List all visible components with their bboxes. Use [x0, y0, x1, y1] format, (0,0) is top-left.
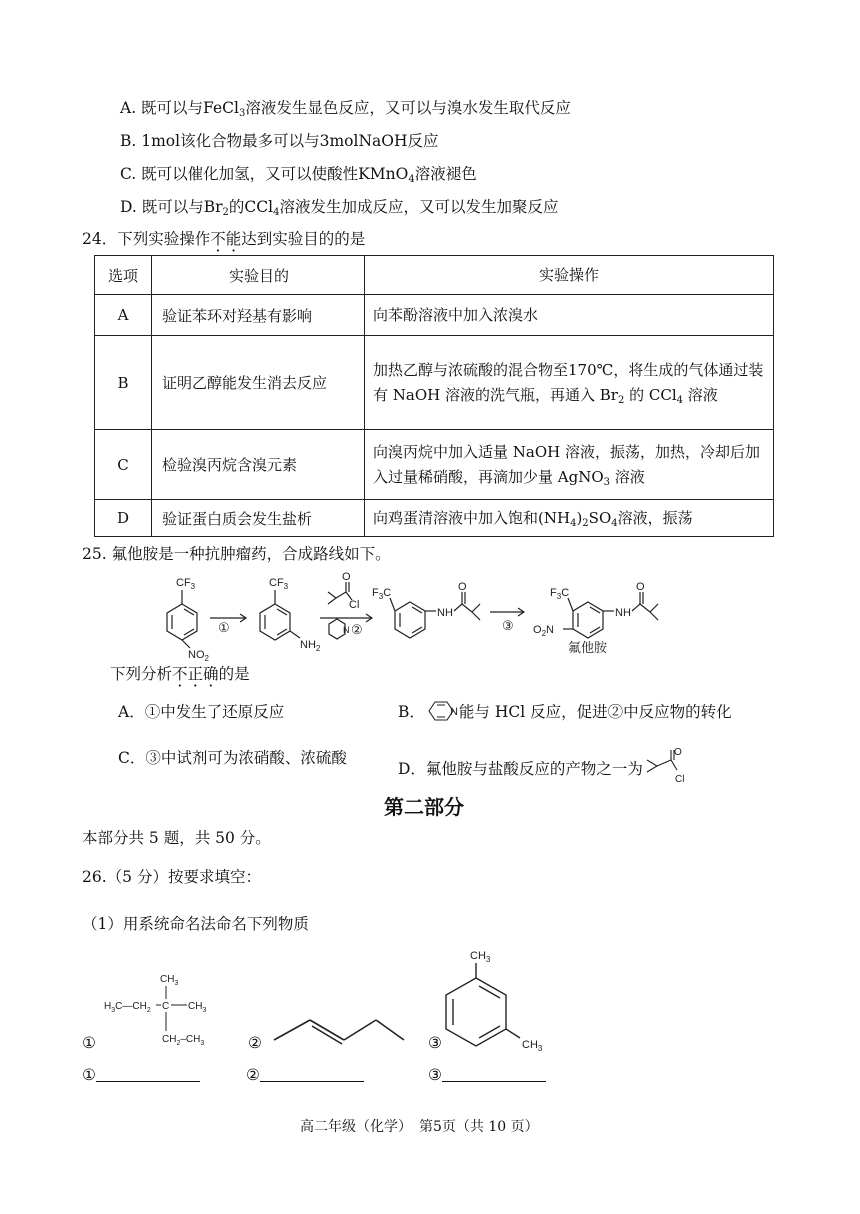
q25-stem: 25. 氟他胺是一种抗肿瘤药，合成路线如下。: [82, 545, 391, 563]
operation-text: 的 CCl: [624, 385, 677, 404]
answer-line-3: [428, 1066, 546, 1084]
answer-line-2: [246, 1066, 364, 1084]
table-cell-operation: [365, 430, 774, 500]
q25-option-a: A．①中发生了还原反应: [118, 703, 285, 721]
label: CH: [162, 1034, 177, 1045]
svg-text:CH3: [470, 950, 491, 964]
operation-text: ): [576, 508, 583, 527]
structure-label-2: ②: [248, 1034, 262, 1052]
subscript: 3: [238, 108, 246, 119]
subscript: 3: [537, 1044, 543, 1053]
q25-option-d-text: D．氟他胺与盐酸反应的产物之一为: [398, 760, 643, 778]
svg-text:CF3: [176, 577, 196, 591]
experiment-table: [94, 255, 774, 537]
subscript: 2: [222, 207, 229, 218]
table-row: [95, 295, 774, 336]
answer-line-1: [82, 1066, 200, 1084]
label-nh: NH: [437, 607, 453, 619]
svg-text:H3C—CH2: [104, 1001, 151, 1014]
product-name: 氟他胺: [568, 640, 608, 655]
q23-option-b-text: B. 1mol该化合物最多可以与3molNaOH反应: [120, 132, 439, 150]
structure-2: [270, 1008, 410, 1048]
q25-sub-stem-text: 下列分析: [110, 665, 173, 683]
table-cell-operation: [365, 500, 774, 537]
acyl-chloride-structure: [643, 746, 703, 788]
q23-option-d-text: D. 既可以与Br: [120, 198, 223, 216]
label-no2: NO: [188, 649, 205, 661]
subscript: 4: [570, 517, 577, 529]
q24-stem-text-2: 达到实验目的的是: [241, 230, 366, 248]
table-header-cell: 实验操作: [365, 256, 774, 295]
q23-option-a-text-2: 溶液发生显色反应，又可以与溴水发生取代反应: [245, 99, 571, 117]
q24-stem: [82, 227, 365, 249]
label-n: N: [343, 625, 350, 635]
label-ch3: CH: [522, 1039, 538, 1051]
step-1-label: ①: [218, 620, 230, 635]
table-cell-goal: 验证蛋白质会发生盐析: [152, 500, 365, 537]
part-intro: 本部分共 5 题，共 50 分。: [82, 829, 271, 847]
label-o2n-n: N: [546, 624, 554, 636]
q23-option-c-text: C. 既可以催化加氢，又可以使酸性KMnO: [120, 165, 409, 183]
table-cell-option: D: [95, 500, 152, 537]
q23-option-d: [120, 195, 558, 217]
structure-label-3: ③: [428, 1034, 442, 1052]
emphasis-char: 不: [210, 230, 226, 248]
q25-sub-stem-text-2: 的是: [218, 665, 250, 683]
operation-text: 加热乙醇与浓硫酸的混合物至170℃，将生成的气体通过装有 NaOH 溶液的洗气瓶，再通入 Br: [373, 360, 764, 404]
q25-option-d: [398, 746, 703, 788]
label: C: [162, 1001, 170, 1012]
svg-text:CH3: [522, 1039, 543, 1053]
label-nh: NH: [615, 607, 631, 619]
table-row: [95, 500, 774, 537]
label: C—CH: [115, 1001, 147, 1012]
operation-text: 溶液，振荡: [617, 508, 693, 527]
part-title: 第二部分: [384, 795, 464, 819]
label-n: N: [449, 706, 458, 718]
q23-option-d-text-3: 溶液发生加成反应，又可以发生加聚反应: [279, 198, 559, 216]
label: H: [104, 1001, 112, 1012]
subscript: 3: [556, 592, 562, 601]
q25-option-b-text: B．: [398, 703, 425, 721]
subscript: 3: [174, 980, 179, 987]
label-o: O: [342, 571, 351, 583]
label-cl: Cl: [674, 774, 685, 785]
label-ch3: CH: [470, 950, 486, 962]
subscript: 2: [176, 1040, 181, 1047]
operation-text: 向鸡蛋清溶液中加入饱和(NH: [373, 508, 571, 527]
subscript: 2: [617, 394, 625, 406]
subscript: 3: [603, 476, 611, 488]
emphasis-char: 正: [187, 665, 204, 683]
page-footer: 高二年级（化学） 第5页（共 10 页）: [300, 1119, 539, 1135]
answer-label: ②: [246, 1066, 260, 1084]
label: CH: [188, 1001, 203, 1012]
q25-option-b: [398, 700, 732, 722]
q23-option-d-text-2: 的CCl: [228, 198, 274, 216]
table-cell-option: B: [95, 336, 152, 430]
answer-blank[interactable]: [442, 1066, 546, 1082]
structure-label-1: ①: [82, 1034, 96, 1052]
label: –CH: [180, 1034, 201, 1045]
table-cell-option: C: [95, 430, 152, 500]
table-cell-goal: 证明乙醇能发生消去反应: [152, 336, 365, 430]
answer-label: ③: [428, 1066, 442, 1084]
operation-text: 溶液: [683, 385, 718, 404]
table-header-cell: 实验目的: [152, 256, 365, 295]
label-o: O: [636, 581, 645, 593]
table-cell-operation: 向苯酚溶液中加入浓溴水: [365, 295, 774, 336]
label-f3c: F: [550, 587, 557, 599]
subscript: 2: [315, 644, 321, 653]
label-cf3: CF: [269, 577, 284, 589]
answer-label: ①: [82, 1066, 96, 1084]
structure-1: [100, 970, 230, 1050]
subscript: 2: [146, 1007, 151, 1014]
label-o: O: [673, 747, 682, 758]
svg-text:F3C: [550, 587, 569, 601]
label: CH: [160, 974, 175, 985]
label-f3c-c: C: [383, 587, 392, 599]
q23-option-a-text: A. 既可以与FeCl: [120, 99, 239, 117]
svg-text:CH3: [188, 1001, 206, 1014]
emphasis-char: 不: [172, 665, 188, 683]
subscript: 3: [200, 1040, 205, 1047]
subscript: 4: [611, 517, 618, 529]
label-o: O: [458, 581, 467, 593]
subscript: 4: [273, 207, 280, 218]
emphasis-char: 能: [225, 230, 242, 248]
table-header-cell: 选项: [95, 256, 152, 295]
q23-option-c: [120, 162, 477, 184]
label-cl: Cl: [349, 599, 360, 611]
svg-text:O2N: [533, 624, 554, 638]
emphasis-char: 确: [203, 665, 219, 683]
label-cf3: CF: [176, 577, 191, 589]
label-nh2: NH: [300, 639, 316, 651]
q26-sub1: （1）用系统命名法命名下列物质: [82, 915, 309, 933]
subscript: 4: [676, 394, 683, 406]
step-2-label: ②: [351, 622, 363, 637]
synthesis-scheme: [140, 568, 680, 668]
subscript: 2: [582, 517, 589, 529]
table-row: [95, 430, 774, 500]
structure-3: [430, 945, 560, 1060]
svg-text:CH2–CH3: [162, 1034, 204, 1047]
label-f3c: F: [372, 587, 379, 599]
q25-sub-stem: [110, 662, 250, 684]
subscript: 3: [283, 582, 289, 591]
subscript: 3: [111, 1007, 116, 1014]
answer-blank[interactable]: [96, 1066, 200, 1082]
pyridine-structure: [425, 700, 459, 722]
table-cell-option: A: [95, 295, 152, 336]
step-3-label: ③: [502, 618, 514, 633]
svg-text:CH3: [160, 974, 178, 987]
q23-option-c-text-2: 溶液褪色: [414, 165, 477, 183]
q24-stem-text: 24．下列实验操作: [82, 230, 211, 248]
subscript: 4: [408, 174, 415, 185]
q25-option-c: C．③中试剂可为浓硝酸、浓硫酸: [118, 749, 347, 767]
label-f3c-c: C: [561, 587, 570, 599]
subscript: 3: [378, 592, 384, 601]
subscript: 3: [485, 955, 491, 964]
operation-text: 溶液: [610, 467, 645, 486]
table-row: [95, 336, 774, 430]
operation-text: SO: [588, 508, 612, 527]
table-cell-goal: 验证苯环对羟基有影响: [152, 295, 365, 336]
table-header-row: [95, 256, 774, 295]
table-cell-goal: 检验溴丙烷含溴元素: [152, 430, 365, 500]
answer-blank[interactable]: [260, 1066, 364, 1082]
operation-text: 向溴丙烷中加入适量 NaOH 溶液，振荡，加热，冷却后加入过量稀硝酸，再滴加少量 AgNO: [373, 442, 760, 486]
subscript: 3: [202, 1007, 207, 1014]
table-cell-operation: [365, 336, 774, 430]
label-o2n: O: [533, 624, 542, 636]
q26-stem: 26.（5 分）按要求填空：: [82, 868, 261, 886]
svg-text:F3C: [372, 587, 391, 601]
subscript: 3: [190, 582, 196, 591]
svg-text:NH2: [300, 639, 321, 653]
subscript: 2: [204, 654, 209, 663]
q23-option-b: [120, 129, 438, 151]
subscript: 2: [541, 629, 547, 638]
q25-option-b-text-2: 能与 HCl 反应，促进②中反应物的转化: [458, 703, 732, 721]
svg-text:NO2: [188, 649, 210, 663]
q23-option-a: [120, 96, 571, 118]
svg-text:CF3: [269, 577, 289, 591]
